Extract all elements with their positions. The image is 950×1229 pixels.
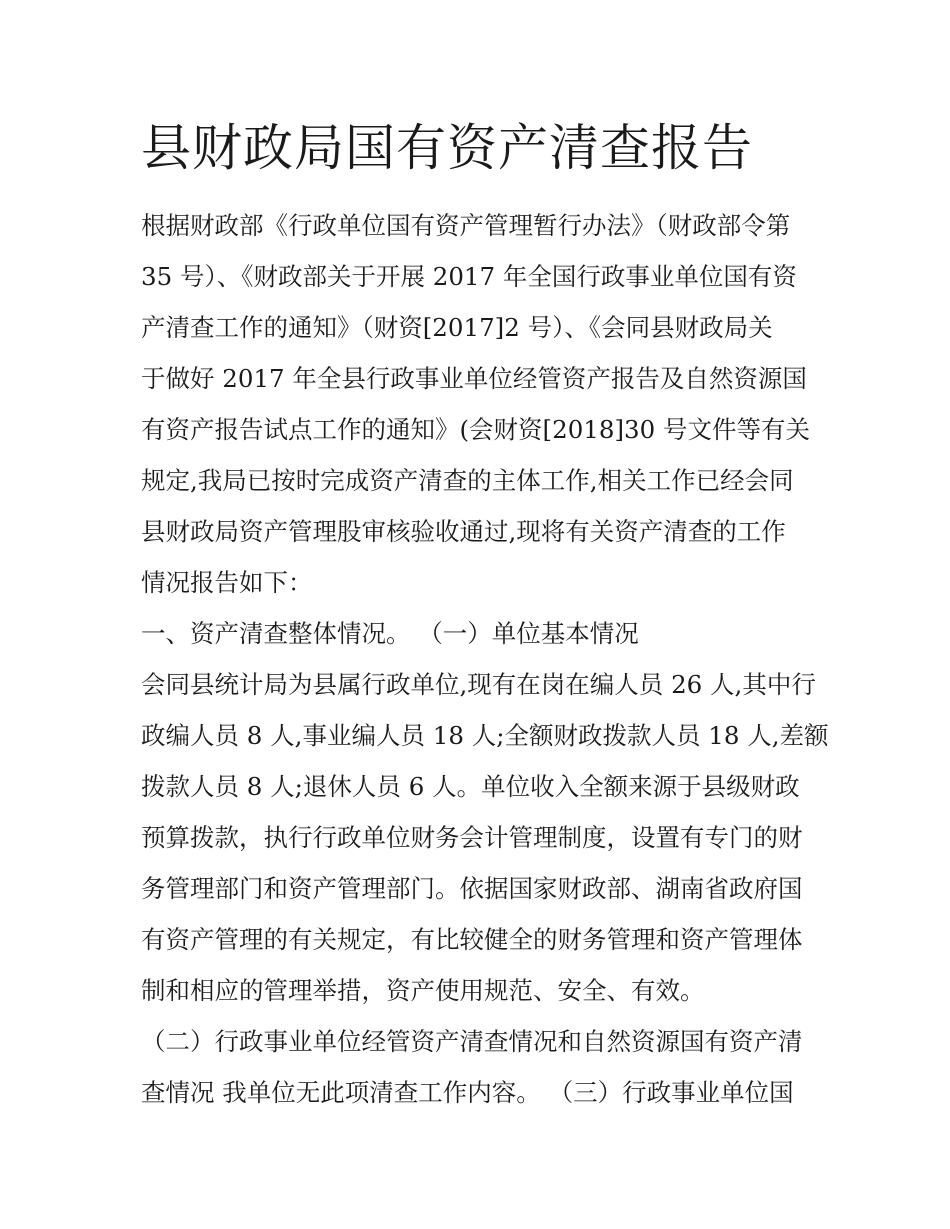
document-page (141, 112, 829, 1118)
document-title: 县财政局国有资产清查报告 (141, 119, 753, 177)
text-line: 拨款人员 8 人;退休人员 6 人。单位收入全额来源于县级财政 (141, 772, 800, 801)
text-line: 35 号）、《财政部关于开展 2017 年全国行政事业单位国有资 (141, 262, 797, 291)
paragraph-asset-checks (141, 1016, 821, 1118)
paragraph-legal-basis (141, 200, 821, 608)
text-line: 政编人员 8 人,事业编人员 18 人;全额财政拨款人员 18 人,差额 (141, 721, 829, 750)
section-heading: 一、资产清查整体情况。 （一）单位基本情况 (141, 619, 639, 648)
text-line: （二）行政事业单位经管资产清查情况和自然资源国有资产清 (141, 1027, 803, 1056)
text-line: 县财政局资产管理股审核验收通过,现将有关资产清查的工作 (141, 517, 786, 546)
text-line: 有资产报告试点工作的通知》(会财资[2018]30 号文件等有关 (141, 415, 810, 444)
text-line: 务管理部门和资产管理部门。依据国家财政部、湖南省政府国 (141, 874, 803, 903)
paragraph-unit-basics (141, 659, 829, 1016)
section-heading-overall (141, 608, 821, 659)
text-line: 会同县统计局为县属行政单位,现有在岗在编人员 26 人,其中行 (141, 670, 816, 699)
text-line: 产清查工作的通知》（财资[2017]2 号）、《会同县财政局关 (141, 313, 773, 342)
text-line: 情况报告如下： (141, 568, 313, 597)
text-line: 于做好 2017 年全县行政事业单位经管资产报告及自然资源国 (141, 364, 807, 393)
text-line: 制和相应的管理举措，资产使用规范、安全、有效。 (141, 976, 705, 1005)
text-line: 规定,我局已按时完成资产清查的主体工作,相关工作已经会同 (141, 466, 794, 495)
text-line: 有资产管理的有关规定，有比较健全的财务管理和资产管理体 (141, 925, 803, 954)
text-line: 查情况 我单位无此项清查工作内容。 （三）行政事业单位国 (141, 1078, 794, 1107)
text-line: 根据财政部《行政单位国有资产管理暂行办法》（财政部令第 (141, 211, 791, 240)
text-line: 预算拨款，执行行政单位财务会计管理制度，设置有专门的财 (141, 823, 803, 852)
